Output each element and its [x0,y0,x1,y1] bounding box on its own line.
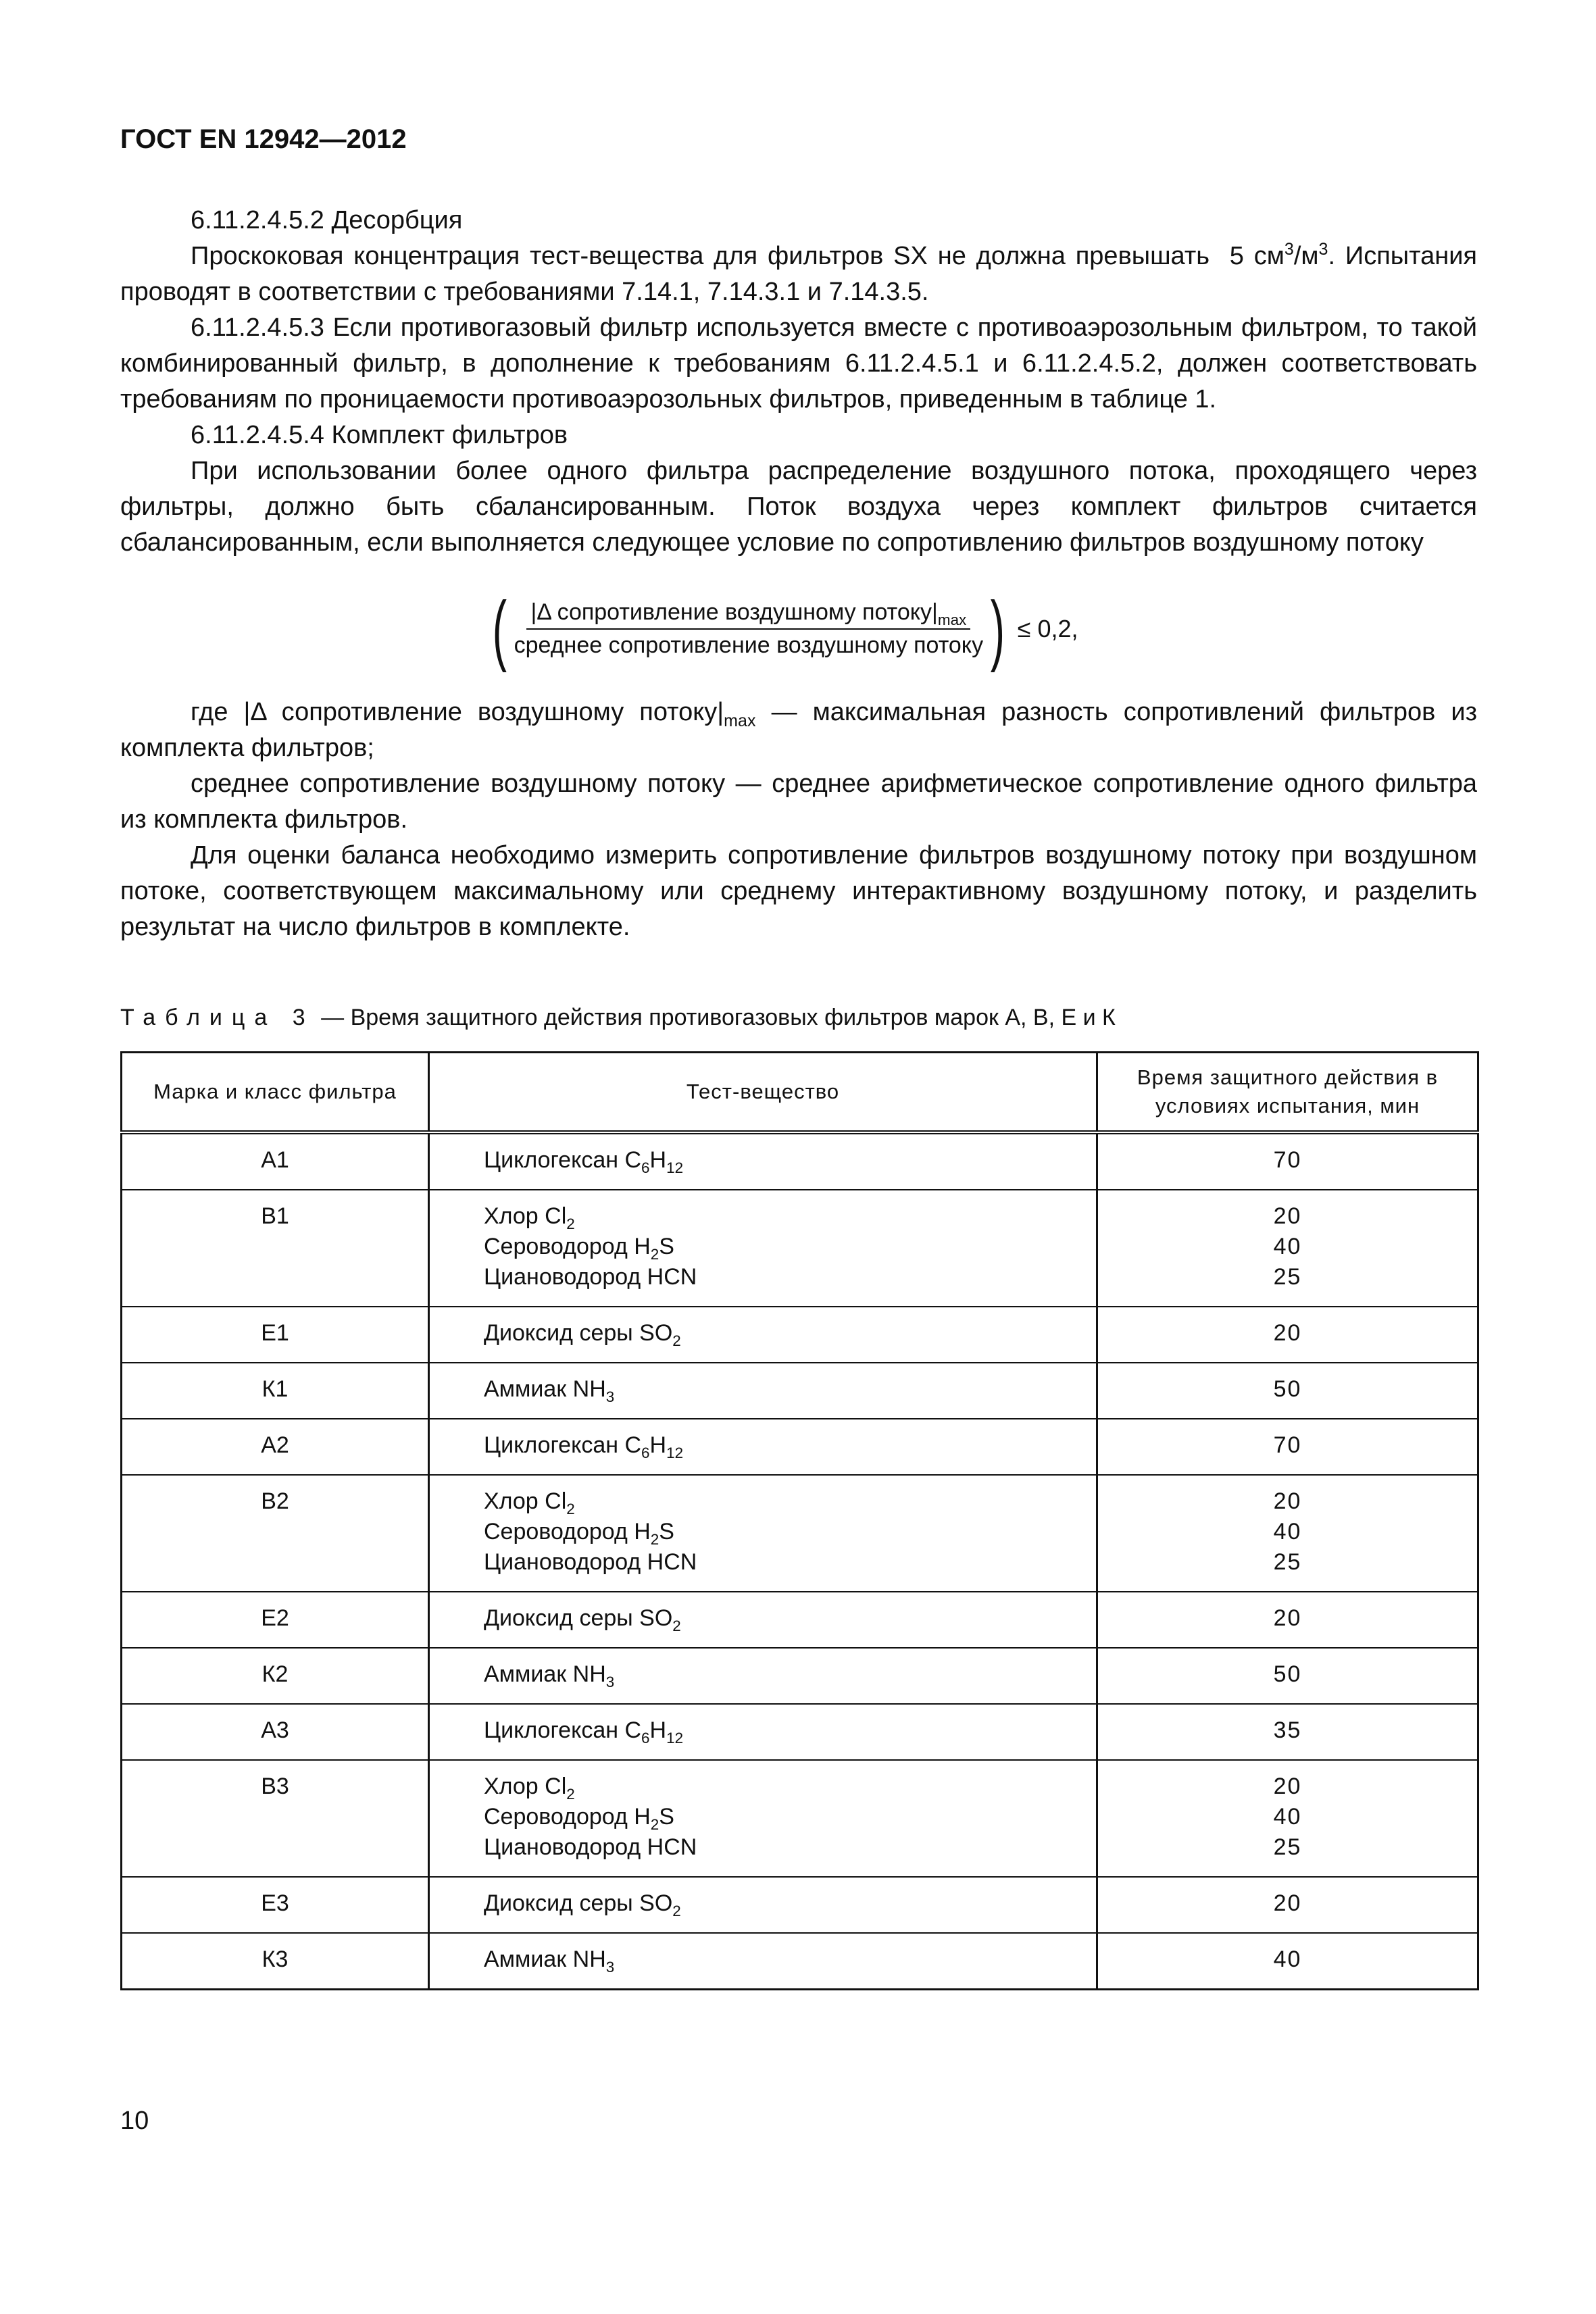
protection-times [1097,1419,1478,1475]
header-test-substance: Тест-вещество [429,1053,1097,1133]
protection-times [1097,1363,1478,1419]
table-row [122,1704,1478,1760]
protection-time-value: 50 [1273,1376,1302,1402]
test-substance: Циклогексан $С_6Н_{12}$ [484,1717,684,1746]
test-substance: Циклогексан $С_6Н_{12}$ [484,1147,684,1176]
filter-grade: В3 [122,1760,429,1877]
protection-times [1097,1592,1478,1648]
test-substance: Циановодород НСN [484,1264,697,1290]
balance-formula [487,585,1162,673]
test-substances [429,1363,1097,1419]
table-row [122,1132,1478,1190]
protection-time-value: 25 [1273,1834,1302,1860]
test-substances [429,1877,1097,1933]
document-header: ГОСТ EN 12942—2012 [120,124,407,154]
test-substances [429,1760,1097,1877]
body-text-bottom [120,695,1477,945]
protection-time-value: 25 [1273,1264,1302,1290]
test-substance: Диоксид серы $SО_2$ [484,1320,681,1349]
test-substance: Диоксид серы $SО_2$ [484,1605,681,1634]
test-substances [429,1475,1097,1592]
test-substance: Хлор $Сl_2$ [484,1774,575,1803]
protection-times [1097,1132,1478,1190]
filter-grade: А1 [122,1132,429,1190]
filter-grade: В2 [122,1475,429,1592]
test-substances [429,1419,1097,1475]
protection-time-value: 20 [1273,1605,1302,1631]
table-row [122,1307,1478,1363]
protection-times [1097,1933,1478,1990]
test-substance: Циановодород НСN [484,1834,697,1860]
protection-time-value: 25 [1273,1549,1302,1575]
protection-time-value: 50 [1273,1661,1302,1687]
table-body [122,1132,1478,1990]
filter-protection-time-table [120,1051,1479,1990]
protection-times [1097,1648,1478,1704]
protection-times [1097,1704,1478,1760]
test-substances [429,1592,1097,1648]
test-substances [429,1933,1097,1990]
filter-grade: А2 [122,1419,429,1475]
protection-time-value: 20 [1273,1890,1302,1916]
filter-grade: Е3 [122,1877,429,1933]
filter-grade: Е2 [122,1592,429,1648]
page-number: 10 [120,2107,149,2135]
table-row [122,1877,1478,1933]
table-row [122,1760,1478,1877]
protection-time-value: 35 [1273,1717,1302,1743]
clause-6-11-2-4-5-4-heading: 6.11.2.4.5.4 Комплект фильтров [191,421,568,449]
formula-denominator: среднее сопротивление воздушному потоку [514,632,984,658]
protection-time-value: 20 [1273,1320,1302,1346]
test-substance: Аммиак $NН_3$ [484,1946,615,1976]
protection-times [1097,1307,1478,1363]
table-row [122,1419,1478,1475]
test-substance: Сероводород $Н_2S$ [484,1519,674,1548]
test-substances [429,1704,1097,1760]
formula-relation: ≤ 0,2, [1017,615,1078,643]
body-text-top [120,203,1477,561]
test-substances [429,1190,1097,1307]
right-paren: ) [990,585,1005,673]
protection-time-value: 20 [1273,1203,1302,1229]
header-grade: Марка и класс фильтра [122,1053,429,1133]
test-substance: Циклогексан $С_6Н_{12}$ [484,1432,684,1461]
formula-explanation: где |Δ сопротивление воздушному $потоку|_{max}$ — максимальная разность сопротивлений фильтров из комплекта фильтров; [120,698,1477,762]
test-substance: Сероводород $Н_2S$ [484,1234,674,1263]
header-protection-time: Время защитного действия в условиях испытания, мин [1097,1053,1478,1133]
filter-grade: А3 [122,1704,429,1760]
protection-time-value: 70 [1273,1432,1302,1458]
protection-time-value: 70 [1273,1147,1302,1173]
test-substance: Сероводород $Н_2S$ [484,1804,674,1833]
protection-time-value: 20 [1273,1774,1302,1799]
filter-grade: К1 [122,1363,429,1419]
left-paren: ( [492,585,507,673]
formula-numerator: |Δ сопротивление воздушному $потоку|_{max}$ [526,599,970,630]
test-substance: Аммиак $NН_3$ [484,1661,615,1690]
table-row [122,1363,1478,1419]
table-row [122,1592,1478,1648]
protection-time-value: 20 [1273,1488,1302,1514]
test-substances [429,1307,1097,1363]
filter-grade: Е1 [122,1307,429,1363]
test-substance: Хлор $Сl_2$ [484,1488,575,1517]
filter-grade: К2 [122,1648,429,1704]
protection-times [1097,1760,1478,1877]
protection-time-value: 40 [1273,1234,1302,1259]
formula-fraction [510,599,987,659]
filter-grade: К3 [122,1933,429,1990]
test-substances [429,1132,1097,1190]
test-substances [429,1648,1097,1704]
table-row [122,1475,1478,1592]
table-row [122,1933,1478,1990]
table-caption: Таблица 3 — Время защитного действия противогазовых фильтров марок А, В, Е и К [120,1005,1116,1030]
clause-6-11-2-4-5-2-heading: 6.11.2.4.5.2 Десорбция [191,206,463,234]
formula-explanation-2: среднее сопротивление воздушному потоку — среднее арифметическое сопротивление одного фильтра из комплекта фильтров. [120,770,1477,834]
test-substance: Хлор $Сl_2$ [484,1203,575,1232]
filter-grade: В1 [122,1190,429,1307]
table-row [122,1648,1478,1704]
protection-times [1097,1190,1478,1307]
test-substance: Циановодород НСN [484,1549,697,1575]
clause-6-11-2-4-5-2-text: Проскоковая концентрация тест-вещества для фильтров SX не должна превышать 5 $см^3/м^3$. Испытания проводят в соответствии с требованиями 7.14.1, 7.14.3.1 и 7.14.3.5. [120,240,1478,306]
clause-6-11-2-4-5-4-text: При использовании более одного фильтра распределение воздушного потока, проходящего через фильтры, должно быть сбалансированным. Поток воздуха через комплект фильтров считается сбалансированным, если выполняется следующее условие по сопротивлению фильтров воздушному потоку [120,457,1477,557]
balance-assessment: Для оценки баланса необходимо измерить сопротивление фильтров воздушному потоку при воздушном потоке, соответствующем максимальному или среднему интерактивному воздушному потоку, и разделить результат на число фильтров в комплекте. [120,841,1477,941]
test-substance: Диоксид серы $SО_2$ [484,1890,681,1919]
protection-time-value: 40 [1273,1946,1302,1972]
protection-time-value: 40 [1273,1804,1302,1830]
test-substance: Аммиак $NН_3$ [484,1376,615,1405]
protection-times [1097,1475,1478,1592]
protection-time-value: 40 [1273,1519,1302,1544]
protection-times [1097,1877,1478,1933]
table-header-row [122,1053,1478,1133]
clause-6-11-2-4-5-3: 6.11.2.4.5.3 Если противогазовый фильтр используется вместе с противоаэрозольным фильтром, то такой комбинированный фильтр, в дополнение к требованиям 6.11.2.4.5.1 и 6.11.2.4.5.2, должен соответствовать требованиям по проницаемости противоаэрозольных фильтров, приведенным в таблице 1. [120,313,1477,413]
table-row [122,1190,1478,1307]
